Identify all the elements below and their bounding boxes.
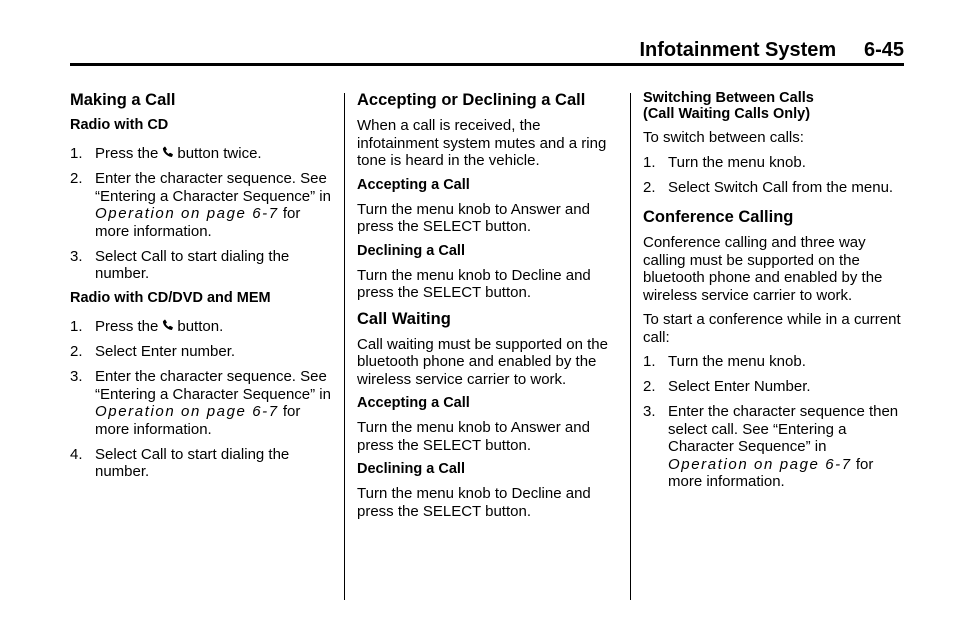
list-item xyxy=(643,353,905,371)
subheading-line: (Call Waiting Calls Only) xyxy=(643,106,811,122)
step-text: button twice. xyxy=(177,145,262,162)
paragraph-switch-intro: To switch between calls: xyxy=(643,129,804,146)
step-number: 4. xyxy=(70,445,83,463)
step-number: 2. xyxy=(70,170,83,187)
step-text: for more information. xyxy=(668,455,874,490)
heading-call-waiting: Call Waiting xyxy=(357,309,451,328)
steps-radio-cd xyxy=(70,145,335,283)
list-item xyxy=(70,248,335,283)
list-item xyxy=(643,154,905,172)
phone-icon xyxy=(161,145,174,159)
subheading-declining-call: Declining a Call xyxy=(357,461,465,477)
heading-conference-calling: Conference Calling xyxy=(643,208,794,226)
step-text: Turn the menu knob. xyxy=(668,353,806,370)
column-switching-conference xyxy=(643,90,905,498)
step-text: Press the xyxy=(95,318,159,335)
step-text: Select Call to start dialing the number. xyxy=(95,445,290,480)
list-item xyxy=(70,343,335,361)
step-text: Select Enter Number. xyxy=(668,378,811,395)
subheading-accepting-call: Accepting a Call xyxy=(357,395,470,411)
step-text: Enter the character sequence then select call. See “Entering a Character Sequence” in xyxy=(668,403,899,455)
step-number: 2. xyxy=(70,343,83,360)
paragraph-call-waiting: Call waiting must be supported on the bluetooth phone and enabled by the wireless service carrier to work. xyxy=(357,335,608,388)
step-text: for more information. xyxy=(95,205,301,240)
step-text: button. xyxy=(177,318,224,335)
paragraph-decline: Turn the menu knob to Decline and press the SELECT button. xyxy=(357,485,591,520)
cross-reference-link[interactable]: Operation on page 6-7 xyxy=(95,403,279,420)
step-text: Select Switch Call from the menu. xyxy=(668,178,894,196)
step-number: 2. xyxy=(643,178,656,196)
heading-accepting-or-declining: Accepting or Declining a Call xyxy=(357,91,586,109)
step-text: Turn the menu knob. xyxy=(668,153,806,171)
subheading-radio-with-cd: Radio with CD xyxy=(70,117,169,133)
list-item xyxy=(70,446,335,481)
subheading-line: Switching Between Calls xyxy=(643,90,814,106)
list-item xyxy=(70,368,335,438)
step-number: 2. xyxy=(643,378,656,395)
subheading-accepting-call: Accepting a Call xyxy=(357,176,470,193)
step-text: Press the xyxy=(95,145,159,162)
header-rule xyxy=(70,63,904,66)
paragraph-intro: When a call is received, the infotainment system mutes and a ring tone is heard in the vehicle. xyxy=(357,117,607,169)
column-divider-2 xyxy=(630,93,631,600)
paragraph-accept: Turn the menu knob to Answer and press the SELECT button. xyxy=(357,200,590,235)
cross-reference-link[interactable]: Operation on page 6-7 xyxy=(668,455,852,473)
step-text: Select Call to start dialing the number. xyxy=(95,247,290,282)
list-item xyxy=(643,403,905,491)
paragraph-accept: Turn the menu knob to Answer and press the SELECT button. xyxy=(357,419,590,454)
step-number: 3. xyxy=(70,247,83,265)
step-text: Enter the character sequence. See “Entering a Character Sequence” in xyxy=(95,368,331,403)
steps-radio-cd-dvd-mem xyxy=(70,318,335,481)
step-number: 3. xyxy=(70,368,83,385)
page-header-title: Infotainment System 6-45 xyxy=(639,39,904,61)
step-number: 1. xyxy=(70,318,83,335)
subheading-declining-call: Declining a Call xyxy=(357,242,465,259)
column-divider-1 xyxy=(344,93,345,600)
cross-reference-link[interactable]: Operation on page 6-7 xyxy=(95,205,279,222)
column-accepting-declining xyxy=(357,90,619,527)
list-item xyxy=(70,145,335,163)
step-text: Enter the character sequence. See “Entering a Character Sequence” in xyxy=(95,170,331,205)
list-item xyxy=(70,318,335,336)
list-item xyxy=(70,170,335,240)
subheading-radio-with-cd-dvd-mem: Radio with CD/DVD and MEM xyxy=(70,290,271,306)
step-text: for more information. xyxy=(95,403,301,438)
steps-switch-calls xyxy=(643,154,905,197)
steps-conference xyxy=(643,353,905,491)
heading-making-a-call: Making a Call xyxy=(70,91,176,109)
phone-icon xyxy=(161,318,174,332)
step-text: Select Enter number. xyxy=(95,343,236,360)
paragraph-decline: Turn the menu knob to Decline and press the SELECT button. xyxy=(357,266,591,301)
column-making-a-call xyxy=(70,90,335,488)
step-number: 3. xyxy=(643,403,656,420)
list-item xyxy=(643,378,905,396)
step-number: 1. xyxy=(70,145,83,162)
subheading-switching-between-calls xyxy=(643,90,905,122)
paragraph-conference-intro: To start a conference while in a current call: xyxy=(643,311,901,346)
step-number: 1. xyxy=(643,153,656,171)
list-item xyxy=(643,179,905,197)
paragraph-conference: Conference calling and three way calling must be supported on the bluetooth phone and enabled by the wireless service carrier to work. xyxy=(643,234,883,304)
step-number: 1. xyxy=(643,353,656,370)
